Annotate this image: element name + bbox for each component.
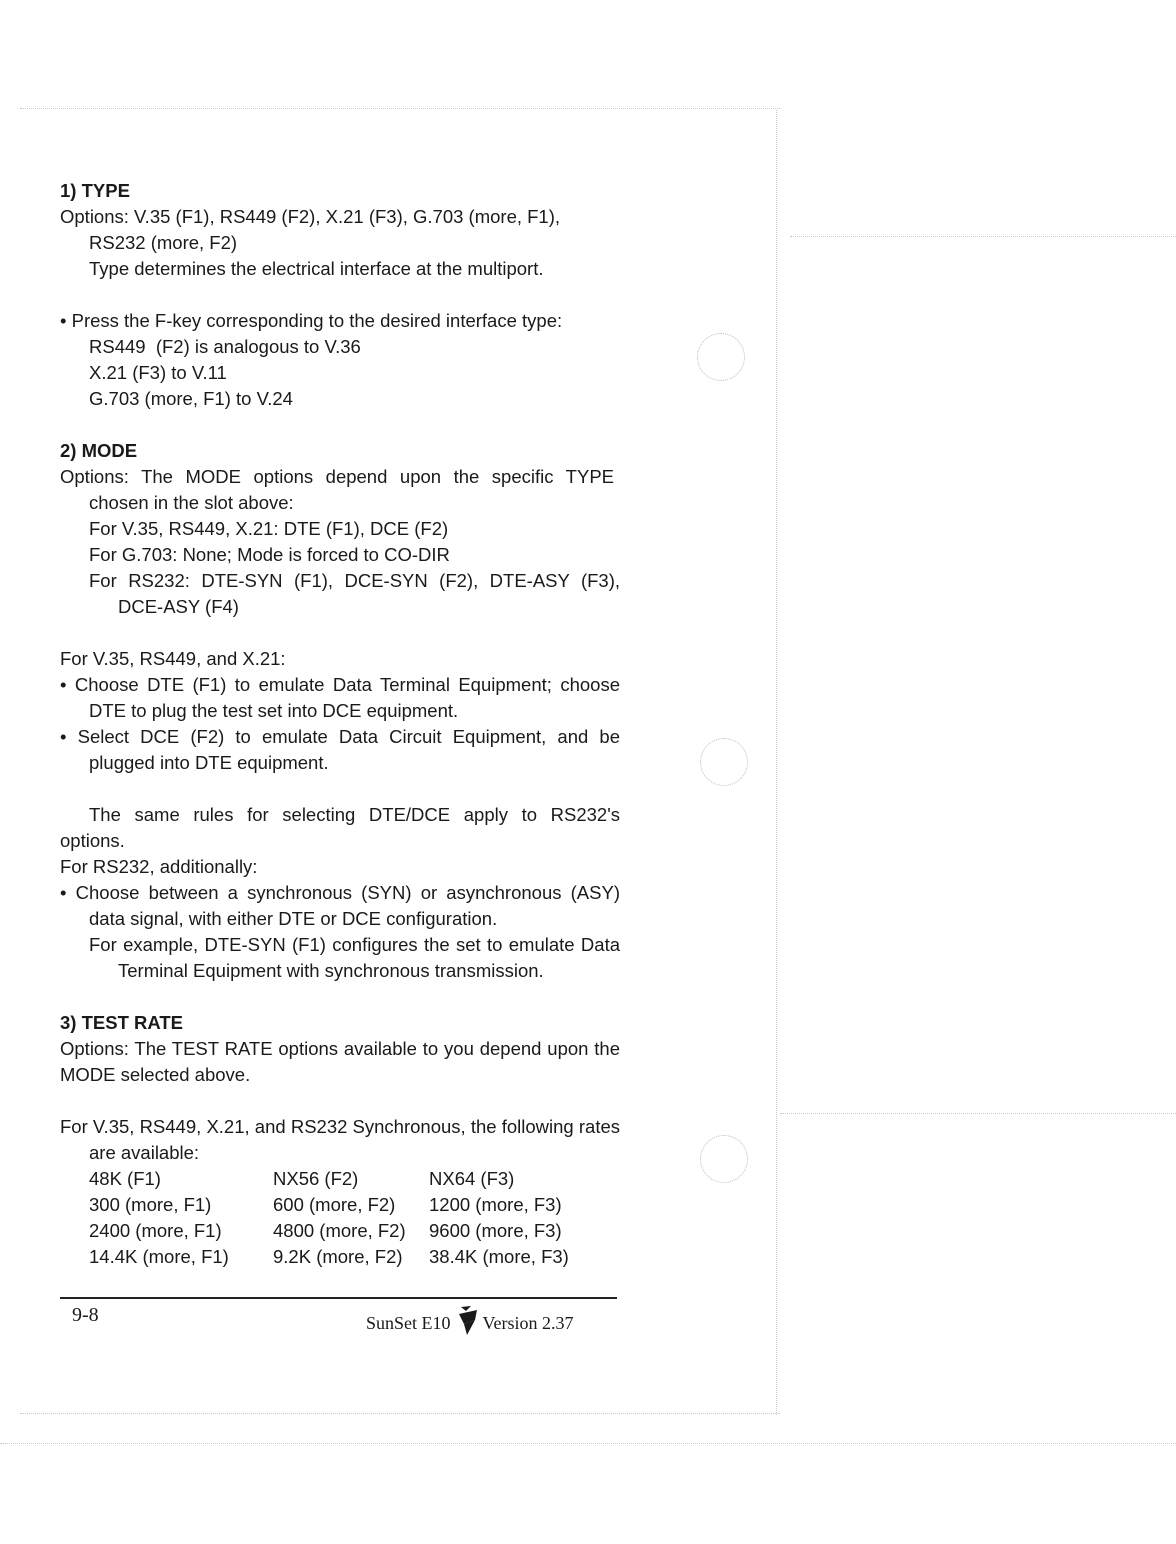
mode-rs232-additionally: For RS232, additionally: (60, 856, 258, 877)
scan-line-right-upper (790, 236, 1176, 237)
type-description: Type determines the electrical interface at the multiport. (89, 258, 544, 279)
test-rate-table (89, 1166, 569, 1270)
footer-rule (60, 1297, 617, 1299)
rate-cell: 4800 (more, F2) (273, 1220, 406, 1241)
punch-hole-middle (700, 738, 748, 786)
mode-options-word: options. (60, 830, 125, 851)
punch-hole-top (697, 333, 745, 381)
rate-cell: 1200 (more, F3) (429, 1194, 562, 1215)
rate-row (89, 1166, 569, 1192)
test-rate-heading: 3) TEST RATE (60, 1012, 183, 1033)
type-analog-x21: X.21 (F3) to V.11 (89, 362, 227, 383)
scan-border-bottom (20, 1413, 780, 1414)
rate-cell: 38.4K (more, F3) (429, 1246, 569, 1267)
type-analog-g703: G.703 (more, F1) to V.24 (89, 388, 293, 409)
mode-same-rules: The same rules for selecting DTE/DCE apply to RS232's (89, 804, 620, 825)
type-options-line1: Options: V.35 (F1), RS449 (F2), X.21 (F3), G.703 (more, F1), (60, 206, 561, 227)
mode-line-v35: For V.35, RS449, X.21: DTE (F1), DCE (F2) (89, 518, 449, 539)
type-options-line2: RS232 (more, F2) (89, 232, 238, 253)
rate-cell: NX56 (F2) (273, 1168, 359, 1189)
rate-cell: 300 (more, F1) (89, 1194, 212, 1215)
rate-cell: 9.2K (more, F2) (273, 1246, 403, 1267)
rate-row (89, 1192, 569, 1218)
sunrise-logo-icon (455, 1305, 479, 1342)
version-label: Version 2.37 (482, 1313, 574, 1333)
footer-product-version (366, 1305, 574, 1342)
mode-bullet-dte: • Choose DTE (F1) to emulate Data Terminal Equipment; choose DTE to plug the test set into DCE equipment. (60, 674, 620, 721)
page-number: 9-8 (72, 1304, 99, 1326)
rate-cell: 14.4K (more, F1) (89, 1246, 229, 1267)
rate-row (89, 1244, 569, 1270)
mode-line-g703: For G.703: None; Mode is forced to CO-DIR (89, 544, 450, 565)
mode-options: Options: The MODE options depend upon the specific TYPE chosen in the slot above: (60, 466, 614, 513)
scan-border-right (776, 110, 777, 1415)
scan-line-right-lower (780, 1113, 1176, 1114)
punch-hole-bottom (700, 1135, 748, 1183)
rate-cell: 9600 (more, F3) (429, 1220, 562, 1241)
rate-cell: 2400 (more, F1) (89, 1220, 222, 1241)
rate-cell: 48K (F1) (89, 1168, 161, 1189)
test-rate-options: Options: The TEST RATE options available to you depend upon the MODE selected above. (60, 1038, 620, 1085)
type-analog-rs449: RS449 (F2) is analogous to V.36 (89, 336, 361, 357)
mode-line-rs232: For RS232: DTE-SYN (F1), DCE-SYN (F2), DTE-ASY (F3), DCE-ASY (F4) (89, 570, 620, 617)
mode-for-line: For V.35, RS449, and X.21: (60, 648, 286, 669)
rate-cell: 600 (more, F2) (273, 1194, 396, 1215)
type-bullet: • Press the F-key corresponding to the desired interface type: (60, 310, 563, 331)
rate-cell: NX64 (F3) (429, 1168, 515, 1189)
mode-example: For example, DTE-SYN (F1) configures the set to emulate Data Terminal Equipment with synchronous transmission. (89, 934, 620, 981)
manual-page-content (60, 178, 620, 1270)
mode-bullet-syn-asy: • Choose between a synchronous (SYN) or asynchronous (ASY) data signal, with either DTE or DCE configuration. (60, 882, 620, 929)
mode-bullet-dce: • Select DCE (F2) to emulate Data Circuit Equipment, and be plugged into DTE equipment. (60, 726, 620, 773)
rate-row (89, 1218, 569, 1244)
scan-border-lower (0, 1443, 1176, 1444)
mode-heading: 2) MODE (60, 440, 138, 461)
type-heading: 1) TYPE (60, 180, 130, 201)
test-rate-for-line: For V.35, RS449, X.21, and RS232 Synchronous, the following rates are available: (60, 1116, 620, 1163)
product-name: SunSet E10 (366, 1313, 451, 1333)
scan-border-top (20, 108, 780, 109)
